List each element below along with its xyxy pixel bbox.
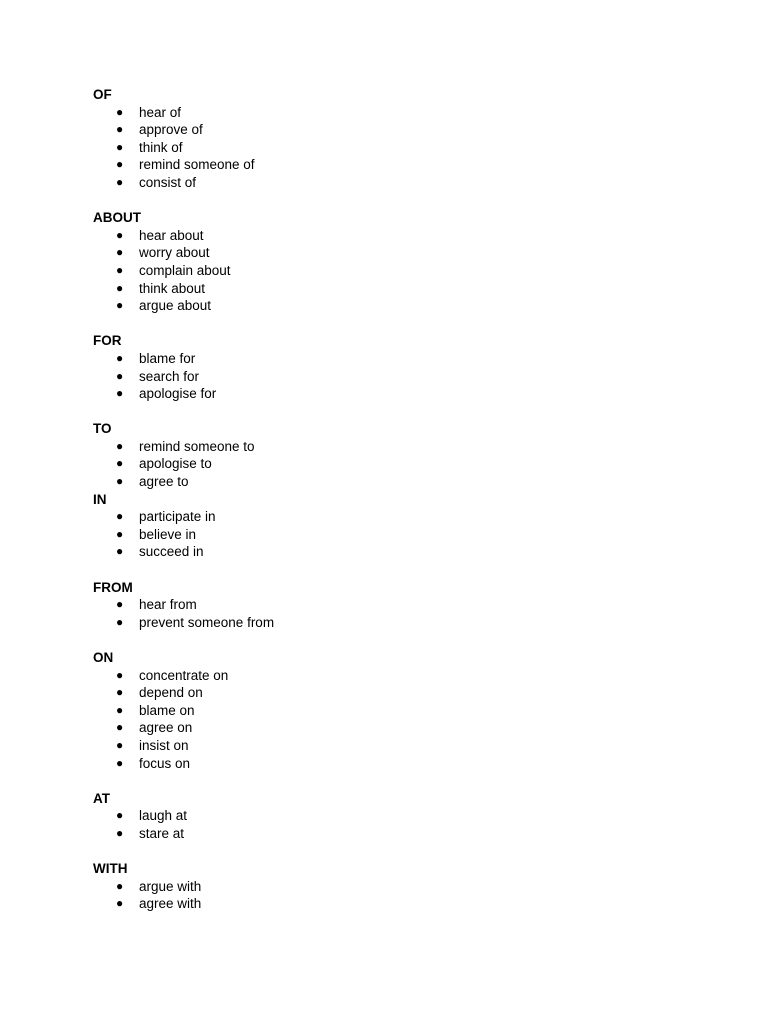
section-for <box>93 332 693 402</box>
list-item-text: apologise to <box>139 456 212 472</box>
list-item <box>93 895 693 913</box>
list-item-text: consist of <box>139 174 197 190</box>
bullet-icon: ● <box>116 685 124 700</box>
list-item <box>93 297 693 315</box>
section-heading: WITH <box>93 861 128 877</box>
bullet-list <box>93 227 693 315</box>
bullet-icon: ● <box>116 509 124 524</box>
bullet-icon: ● <box>116 104 124 119</box>
bullet-list <box>93 508 693 561</box>
list-item <box>93 755 693 773</box>
section-heading: IN <box>93 491 107 507</box>
list-item <box>93 596 693 614</box>
list-item <box>93 350 693 368</box>
list-item-text: worry about <box>139 245 210 261</box>
section-heading: ABOUT <box>93 210 141 226</box>
list-item <box>93 737 693 755</box>
list-item-text: laugh at <box>139 808 188 824</box>
list-item <box>93 280 693 298</box>
bullet-icon: ● <box>116 474 124 489</box>
section-to <box>93 420 693 490</box>
list-item-text: search for <box>139 368 200 384</box>
list-item-text: focus on <box>139 755 191 771</box>
list-item <box>93 174 693 192</box>
list-item <box>93 825 693 843</box>
list-item <box>93 684 693 702</box>
list-item-text: stare at <box>139 825 185 841</box>
section-heading: AT <box>93 790 110 806</box>
bullet-list <box>93 438 693 491</box>
list-item <box>93 807 693 825</box>
list-item-text: blame for <box>139 350 196 366</box>
list-item-text: argue about <box>139 298 212 314</box>
bullet-icon: ● <box>116 122 124 137</box>
list-item-text: hear about <box>139 227 204 243</box>
section-heading: TO <box>93 421 112 437</box>
section-heading: FROM <box>93 579 133 595</box>
list-item <box>93 121 693 139</box>
bullet-icon: ● <box>116 386 124 401</box>
list-item-text: participate in <box>139 509 216 525</box>
bullet-icon: ● <box>116 368 124 383</box>
list-item-text: agree with <box>139 896 202 912</box>
list-item <box>93 156 693 174</box>
list-item-text: approve of <box>139 122 203 138</box>
list-item-text: remind someone to <box>139 438 255 454</box>
list-item <box>93 702 693 720</box>
section-about <box>93 209 693 315</box>
document-body <box>93 86 693 913</box>
list-item <box>93 473 693 491</box>
list-item <box>93 878 693 896</box>
bullet-icon: ● <box>116 245 124 260</box>
list-item <box>93 244 693 262</box>
list-item <box>93 526 693 544</box>
list-item-text: apologise for <box>139 386 217 402</box>
section-on <box>93 649 693 772</box>
bullet-icon: ● <box>116 720 124 735</box>
list-item <box>93 543 693 561</box>
list-item <box>93 438 693 456</box>
list-item-text: concentrate on <box>139 667 229 683</box>
list-item <box>93 104 693 122</box>
bullet-icon: ● <box>116 298 124 313</box>
list-item-text: agree on <box>139 720 193 736</box>
list-item-text: argue with <box>139 878 202 894</box>
list-item <box>93 614 693 632</box>
list-item-text: hear of <box>139 104 182 120</box>
list-item-text: blame on <box>139 702 195 718</box>
bullet-icon: ● <box>116 526 124 541</box>
section-in <box>93 491 693 561</box>
bullet-icon: ● <box>116 808 124 823</box>
bullet-list <box>93 104 693 192</box>
bullet-icon: ● <box>116 896 124 911</box>
bullet-icon: ● <box>116 227 124 242</box>
list-item-text: succeed in <box>139 544 204 560</box>
bullet-icon: ● <box>116 139 124 154</box>
bullet-icon: ● <box>116 614 124 629</box>
bullet-icon: ● <box>116 350 124 365</box>
bullet-list <box>93 878 693 913</box>
section-from <box>93 579 693 632</box>
list-item-text: agree to <box>139 474 189 490</box>
list-item-text: think about <box>139 280 206 296</box>
list-item <box>93 667 693 685</box>
list-item-text: remind someone of <box>139 157 255 173</box>
bullet-icon: ● <box>116 456 124 471</box>
section-heading: FOR <box>93 333 122 349</box>
list-item <box>93 262 693 280</box>
list-item <box>93 508 693 526</box>
bullet-icon: ● <box>116 157 124 172</box>
list-item-text: hear from <box>139 597 197 613</box>
list-item <box>93 385 693 403</box>
section-with <box>93 860 693 913</box>
list-item-text: insist on <box>139 737 189 753</box>
bullet-icon: ● <box>116 702 124 717</box>
bullet-icon: ● <box>116 755 124 770</box>
list-item <box>93 227 693 245</box>
section-heading: ON <box>93 650 114 665</box>
bullet-icon: ● <box>116 174 124 189</box>
bullet-list <box>93 350 693 403</box>
list-item <box>93 455 693 473</box>
bullet-icon: ● <box>116 280 124 295</box>
bullet-icon: ● <box>116 878 124 893</box>
bullet-icon: ● <box>116 667 124 682</box>
list-item <box>93 719 693 737</box>
bullet-list <box>93 596 693 631</box>
bullet-icon: ● <box>116 544 124 559</box>
section-of <box>93 86 693 192</box>
list-item <box>93 368 693 386</box>
bullet-icon: ● <box>116 825 124 840</box>
bullet-icon: ● <box>116 438 124 453</box>
bullet-icon: ● <box>116 597 124 612</box>
section-at <box>93 790 693 843</box>
list-item-text: prevent someone from <box>139 614 275 630</box>
bullet-list <box>93 807 693 842</box>
section-heading: OF <box>93 87 112 102</box>
list-item-text: think of <box>139 139 183 155</box>
bullet-icon: ● <box>116 737 124 752</box>
bullet-icon: ● <box>116 262 124 277</box>
list-item <box>93 139 693 157</box>
list-item-text: complain about <box>139 262 231 278</box>
bullet-list <box>93 667 693 773</box>
list-item-text: depend on <box>139 685 203 701</box>
list-item-text: believe in <box>139 526 197 542</box>
